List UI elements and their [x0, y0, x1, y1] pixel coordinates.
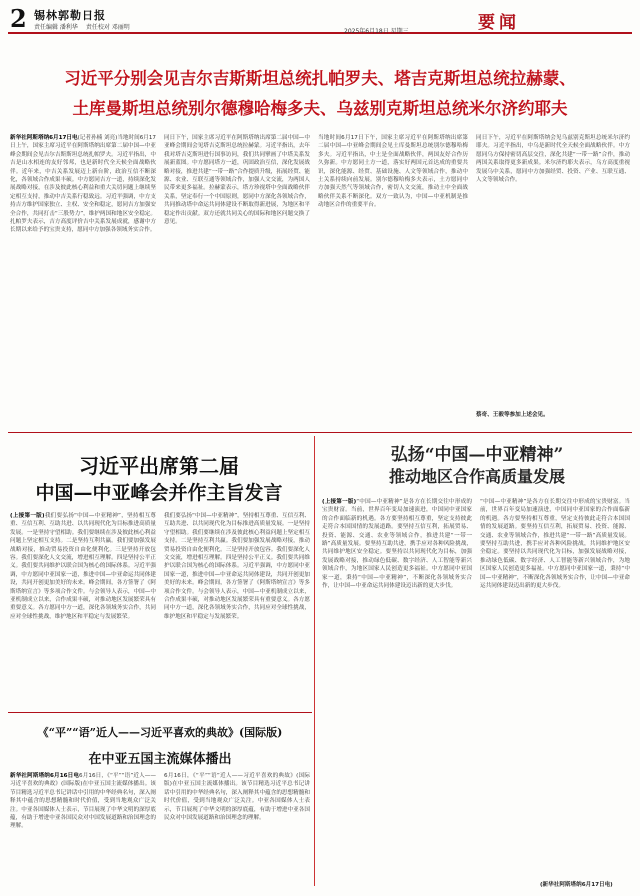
- dateline: 2025年6月18日 星期三: [344, 28, 409, 35]
- article3-text-continued: “中国—中亚精神”是各方在长期交往中形成的宝贵财富。当前，世界百年变局加速演进，中国同中亚国家的合作面临新的机遇。各方要坚持相互尊重，坚定支持彼此走符合本国国情的发展道路。要坚持互信互利，拓展贸易、投资、能源、交通、农业等领域合作，推进共建“一带一路”高质量发展。要坚持互助共进，携手应对各种风险挑战，共同维护地区安全稳定。要坚持以共同现代化为目标，加强发展战略对接，推动绿色低碳、数字经济、人工智能等新兴领域合作，为地区国家人民创造更多福祉。中方愿同中亚国家一道，秉持“中国—中亚精神”，不断深化各领域务实合作，让中国—中亚命运共同体建设迈出新的更大步伐。: [480, 499, 630, 590]
- article1-column-4: [476, 134, 630, 404]
- article1-col3-text: 当地时间6月17日下午，国家主席习近平在阿斯塔纳出席第二届中国—中亚峰会期间会见土库曼斯坦总统别尔德穆哈梅多夫。习近平指出，中土是全面战略伙伴，两国友好合作历久弥新。中方愿同土方一道，落实好两国元首达成的重要共识，深化能源、经贸、基础设施、人文等领域合作，推动中土关系持续向前发展。别尔德穆哈梅多夫表示，土方愿同中方加强天然气等领域合作，密切人文交流，推动土中全面战略伙伴关系不断深化。双方一致认为，中国—中亚机制是推动地区合作的重要平台。: [318, 135, 468, 209]
- article1-signoff: 蔡奇、王毅等参加上述会见。: [476, 412, 549, 418]
- main-headline-line1: 习近平分别会见吉尔吉斯斯坦总统扎帕罗夫、塔吉克斯坦总统拉赫蒙、: [64, 69, 576, 88]
- article4-column-1: [10, 772, 156, 888]
- staff-editor: 责任编辑 潘利华: [34, 24, 78, 31]
- article4-text-continued: 6月16日，《“平”“语”近人——习近平喜欢的典故》(国际版)在中亚五国主流媒体播出。该节目精选习近平总书记讲话中引用的中华经典名句，深入阐释其中蕴含的思想精髓和时代价值，受到当地观众广泛关注。中亚各国媒体人士表示，节目展现了中华文明的深厚底蕴，有助于增进中亚各国民众对中国发展道路和治国理念的理解。: [164, 773, 310, 822]
- article1-col2-text: 同日下午，国家主席习近平在阿斯塔纳出席第二届中国—中亚峰会期间会见塔吉克斯坦总统拉赫蒙。习近平指出，去年我对塔吉克斯坦进行国事访问，我们共同擘画了中塔关系发展新蓝图。中方愿同塔方一道，巩固政治互信，深化发展战略对接，推进共建“一带一路”合作提质升级，拓展经贸、能源、农业、互联互通等领域合作，加强人文交流，为两国人民带来更多福祉。拉赫蒙表示，塔方珍视塔中全面战略伙伴关系，坚定奉行一个中国原则，愿同中方深化各领域合作，共同推动塔中命运共同体建设不断取得新进展，为地区和平稳定作出贡献。双方还就共同关心的国际和地区问题交换了意见。: [164, 135, 310, 226]
- article1-dateline: 新华社阿斯塔纳6月17日电: [10, 135, 78, 141]
- article4-dateline: 新华社阿斯塔纳6月16日电: [10, 773, 80, 779]
- article2-text: 我们要弘扬“中国—中亚精神”，坚持相互尊重、互信互利、互助共进、以共同现代化为目标推进高质量发展。一是坚持守望相助。我们要继续在涉及彼此核心利益问题上坚定相互支持。二是坚持互利共赢。我们要加强发展战略对接，推动贸易投资自由化便利化。三是坚持开放包容。我们要深化人文交流，增进相互理解。四是坚持公平正义。我们要共同维护以联合国为核心的国际体系。习近平强调，中方愿同中亚国家一道，推进中国—中亚命运共同体建设，共同开创更加美好的未来。峰会期间，各方签署了《阿斯塔纳宣言》等多项合作文件。与会领导人表示，中国—中亚机制成立以来，合作成果丰硕，对推动地区发展繁荣具有重要意义。各方愿同中方一道，深化各领域务实合作，共同应对全球性挑战，维护地区和平稳定与发展繁荣。: [10, 513, 156, 620]
- article3-title: 弘扬“中国—中亚精神”: [390, 445, 564, 465]
- article1-column-1: [10, 134, 156, 429]
- section-tag: 要闻: [478, 13, 520, 33]
- column-divider: [314, 436, 315, 886]
- article3-text: “中国—中亚精神”是各方在长期交往中形成的宝贵财富。当前，世界百年变局加速演进，中国同中亚国家的合作面临新的机遇。各方要坚持相互尊重，坚定支持彼此走符合本国国情的发展道路。要坚持互信互利，拓展贸易、投资、能源、交通、农业等领域合作，推进共建“一带一路”高质量发展。要坚持互助共进，携手应对各种风险挑战，共同维护地区安全稳定。要坚持以共同现代化为目标，加强发展战略对接，推动绿色低碳、数字经济、人工智能等新兴领域合作，为地区国家人民创造更多福祉。中方愿同中亚国家一道，秉持“中国—中亚精神”，不断深化各领域务实合作，让中国—中亚命运共同体建设迈出新的更大步伐。: [322, 499, 472, 590]
- article3-column-2: [480, 498, 630, 838]
- article4-subtitle: 在中亚五国主流媒体播出: [88, 752, 232, 767]
- page-number: 2: [10, 4, 27, 33]
- article2-column-2: [164, 512, 310, 708]
- article3-column-1: [322, 498, 472, 878]
- article2-text-continued: 我们要弘扬“中国—中亚精神”，坚持相互尊重、互信互利、互助共进、以共同现代化为目标推进高质量发展。一是坚持守望相助。我们要继续在涉及彼此核心利益问题上坚定相互支持。二是坚持互利共赢。我们要加强发展战略对接，推动贸易投资自由化便利化。三是坚持开放包容。我们要深化人文交流，增进相互理解。四是坚持公平正义。我们要共同维护以联合国为核心的国际体系。习近平强调，中方愿同中亚国家一道，推进中国—中亚命运共同体建设，共同开创更加美好的未来。峰会期间，各方签署了《阿斯塔纳宣言》等多项合作文件。与会领导人表示，中国—中亚机制成立以来，合作成果丰硕，对推动地区发展繁荣具有重要意义。各方愿同中方一道，深化各领域务实合作，共同应对全球性挑战，维护地区和平稳定与发展繁荣。: [164, 513, 310, 620]
- article4-title: 《“平”“语”近人——习近平喜欢的典故》(国际版): [37, 726, 283, 739]
- staff-credits: [34, 22, 136, 31]
- article2-lead: (上接第一版): [10, 513, 45, 519]
- article1-column-2: [164, 134, 310, 429]
- article-divider: [8, 712, 312, 713]
- main-headline: [8, 64, 632, 124]
- paper-name: 锡林郭勒日报: [34, 9, 106, 22]
- article2-title: 习近平出席第二届: [79, 454, 239, 478]
- article3-subtitle: 推动地区合作高质量发展: [388, 467, 565, 486]
- masthead: [8, 4, 632, 34]
- staff-proofreader: 责任校对 邓丽明: [85, 24, 130, 31]
- article3-signoff: (新华社阿斯塔纳6月17日电): [540, 882, 613, 888]
- article4-column-2: [164, 772, 310, 888]
- section-divider: [8, 432, 632, 433]
- article2-subtitle: 中国—中亚峰会并作主旨发言: [35, 482, 283, 504]
- article3-lead: (上接第一版): [322, 499, 357, 505]
- article1-col4-text: 同日下午，习近平在阿斯塔纳会见乌兹别克斯坦总统米尔济约耶夫。习近平指出，中乌是新时代全天候全面战略伙伴。中方愿同乌方保持密切高层交往，深化共建“一带一路”合作，推动两国关系取得更多新成果。米尔济约耶夫表示，乌方高度重视发展乌中关系，愿同中方加强经贸、投资、产业、互联互通、人文等领域合作。: [476, 135, 630, 184]
- article4-text: 6月16日，《“平”“语”近人——习近平喜欢的典故》(国际版)在中亚五国主流媒体播出。该节目精选习近平总书记讲话中引用的中华经典名句，深入阐释其中蕴含的思想精髓和时代价值，受到当地观众广泛关注。中亚各国媒体人士表示，节目展现了中华文明的深厚底蕴，有助于增进中亚各国民众对中国发展道路和治国理念的理解。: [10, 773, 156, 830]
- article1-column-3: [318, 134, 468, 429]
- article1-col1-text: (记者孙楠 刘亮)当地时间6月17日上午，国家主席习近平在阿斯塔纳出席第二届中国—中亚峰会期间会见吉尔吉斯斯坦总统扎帕罗夫。习近平指出，中吉是山水相连的友好邻邦，也是新时代全天候全面战略伙伴。近年来，中吉关系发展迈上新台阶，政治互信不断深化，各领域合作成果丰硕。中方愿同吉方一道，持续深化发展战略对接，在涉及彼此核心利益和重大关切问题上继续坚定相互支持，推动中吉关系行稳致远。习近平强调，中方支持吉方维护国家独立、主权、安全和稳定，愿同吉方加强安全合作，共同打击“三股势力”，维护两国和地区安全稳定。扎帕罗夫表示，吉方高度评价吉中关系发展成就，感谢中方长期以来给予的宝贵支持，愿同中方加强各领域务实合作。: [10, 135, 156, 234]
- main-headline-line2: 土库曼斯坦总统别尔德穆哈梅多夫、乌兹别克斯坦总统米尔济约耶夫: [72, 99, 568, 118]
- article2-column-1: [10, 512, 156, 708]
